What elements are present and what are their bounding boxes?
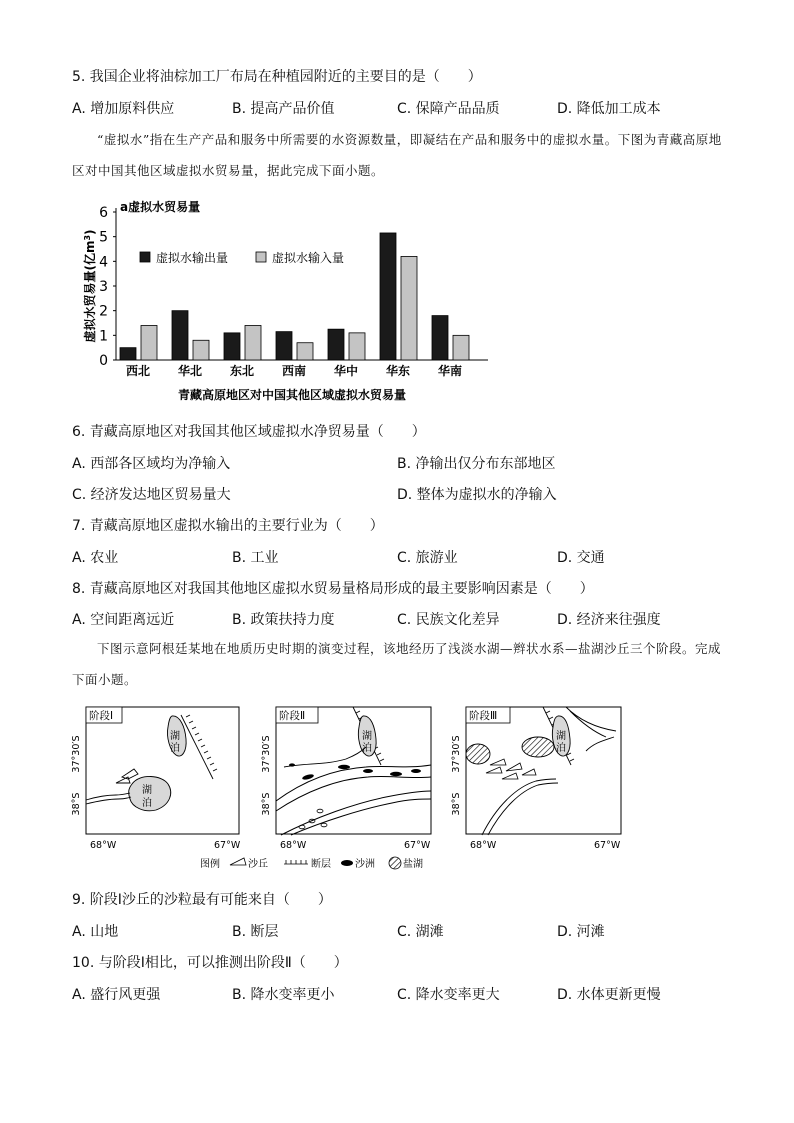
- bar-export-0: [120, 348, 136, 360]
- map-legend: [200, 857, 423, 870]
- small-lake-label-2: 泊: [362, 743, 372, 754]
- chart-title: a虚拟水贸易量: [120, 200, 201, 214]
- q10-option-a: A. 盛行风更强: [72, 987, 161, 1003]
- virtual-water-bar-chart: [82, 196, 502, 408]
- small-lake-label-1: 湖: [556, 731, 566, 742]
- q9-option-a: A. 山地: [72, 924, 119, 940]
- small-lake-label-2: 泊: [556, 743, 566, 754]
- lon-label-68w-panel1: 68°W: [90, 840, 117, 851]
- q10-option-c: C. 降水变率更大: [397, 987, 500, 1003]
- stage-2-label: 阶段Ⅱ: [279, 710, 306, 722]
- q8-option-d: D. 经济来往强度: [557, 612, 661, 628]
- lon-label-67w-panel3: 67°W: [594, 840, 621, 851]
- x-tick-label: 东北: [229, 364, 255, 378]
- legend-salt-lake-label: 盐湖: [403, 859, 423, 870]
- x-tick-label: 西南: [281, 364, 307, 378]
- salt-lake-icon: [389, 857, 401, 869]
- q7-option-b: B. 工业: [232, 550, 279, 566]
- lat-label-38-panel1: 38°S: [71, 792, 82, 816]
- x-tick-label: 华中: [333, 364, 359, 378]
- q10-option-b: B. 降水变率更小: [232, 987, 335, 1003]
- question-9-stem: 9. 阶段Ⅰ沙丘的沙粒最有可能来自（ ）: [72, 892, 332, 908]
- small-lake-label-1: 湖: [362, 731, 372, 742]
- y-tick-label: 5: [99, 229, 108, 246]
- bar-import-4: [349, 333, 365, 360]
- legend-dune-label: 沙丘: [248, 859, 268, 870]
- q6-option-a: A. 西部各区域均为净输入: [72, 456, 231, 472]
- question-7-stem: 7. 青藏高原地区虚拟水输出的主要行业为（ ）: [72, 518, 384, 534]
- x-tick-label: 华北: [177, 364, 203, 378]
- x-tick-label: 华东: [385, 364, 411, 378]
- map-panel-stage-2: [276, 707, 431, 835]
- x-tick-label: 西北: [125, 364, 151, 378]
- map-panel-stage-1: [86, 707, 239, 834]
- lon-label-68w-panel3: 68°W: [470, 840, 497, 851]
- small-lake-label-2: 泊: [170, 743, 180, 754]
- q6-option-c: C. 经济发达地区贸易量大: [72, 487, 231, 503]
- y-tick-label: 1: [99, 328, 108, 345]
- lon-label-67w-panel2: 67°W: [404, 840, 431, 851]
- q5-option-c: C. 保障产品品质: [397, 101, 500, 117]
- stage-3-label: 阶段Ⅲ: [469, 710, 498, 722]
- q9-option-c: C. 湖滩: [397, 924, 444, 940]
- lat-label-37-30-panel1: 37°30′S: [71, 735, 82, 773]
- dune-icon: [230, 858, 246, 865]
- bar-export-5: [380, 233, 396, 360]
- lat-label-38-panel2: 38°S: [261, 792, 272, 816]
- fault-icon: [284, 860, 308, 864]
- stage-1-label: 阶段Ⅰ: [89, 710, 114, 722]
- q9-option-b: B. 断层: [232, 924, 279, 940]
- bar-import-3: [297, 343, 313, 360]
- bar-import-5: [401, 256, 417, 360]
- q7-option-d: D. 交通: [557, 550, 605, 566]
- bar-export-1: [172, 311, 188, 360]
- legend-fault-label: 断层: [311, 859, 331, 870]
- bar-export-6: [432, 316, 448, 360]
- legend-label: 虚拟水输入量: [272, 251, 345, 265]
- y-tick-label: 6: [99, 205, 108, 221]
- x-tick-label: 华南: [437, 364, 463, 378]
- q10-option-d: D. 水体更新更慢: [557, 987, 661, 1003]
- y-tick-label: 4: [99, 254, 108, 271]
- bar-import-2: [245, 325, 261, 360]
- question-8-stem: 8. 青藏高原地区对我国其他地区虚拟水贸易量格局形成的最主要影响因素是（ ）: [72, 581, 594, 597]
- q9-option-d: D. 河滩: [557, 924, 605, 940]
- passage-argentina: 下图示意阿根廷某地在地质历史时期的演变过程，该地经历了浅淡水湖—辫状水系—盐湖沙丘三个阶段。完成下面小题。: [72, 641, 722, 687]
- small-lake-label-1: 湖: [170, 731, 180, 742]
- bar-export-3: [276, 332, 292, 360]
- y-tick-label: 2: [99, 303, 108, 320]
- lat-label-37-30-panel3: 37°30′S: [451, 735, 462, 773]
- big-lake-label-1: 湖: [142, 785, 152, 796]
- lon-label-68w-panel2: 68°W: [280, 840, 307, 851]
- big-lake-label-2: 泊: [142, 798, 152, 809]
- q5-option-a: A. 增加原料供应: [72, 101, 175, 117]
- stage-maps-figure: [64, 700, 634, 876]
- q5-option-b: B. 提高产品价值: [232, 101, 335, 117]
- lon-label-67w-panel1: 67°W: [214, 840, 241, 851]
- bar-import-6: [453, 335, 469, 360]
- passage-virtual-water: “虚拟水”指在生产产品和服务中所需要的水资源数量，即凝结在产品和服务中的虚拟水量。下图为青藏高原地区对中国其他区域虚拟水贸易量，据此完成下面小题。: [72, 132, 722, 178]
- bar-import-0: [141, 325, 157, 360]
- lat-label-37-30-panel2: 37°30′S: [261, 735, 272, 773]
- q8-option-a: A. 空间距离远近: [72, 612, 175, 628]
- legend-title: 图例: [200, 859, 220, 870]
- bar-import-1: [193, 340, 209, 360]
- legend-label: 虚拟水输出量: [156, 251, 229, 265]
- q7-option-c: C. 旅游业: [397, 550, 458, 566]
- legend-swatch: [140, 252, 150, 262]
- q7-option-a: A. 农业: [72, 550, 119, 566]
- map-panel-stage-3: [466, 707, 621, 835]
- y-tick-label: 0: [99, 353, 108, 369]
- question-6-stem: 6. 青藏高原地区对我国其他区域虚拟水净贸易量（ ）: [72, 424, 426, 440]
- legend-swatch: [256, 252, 266, 262]
- lat-label-38-panel3: 38°S: [451, 792, 462, 816]
- question-5-stem: 5. 我国企业将油棕加工厂布局在种植园附近的主要目的是（ ）: [72, 69, 482, 85]
- chart-caption: 青藏高原地区对中国其他区域虚拟水贸易量: [177, 388, 407, 402]
- legend-sandbar-label: 沙洲: [355, 859, 375, 870]
- y-axis-label: 虚拟水贸易量(亿$m^3$): [83, 229, 97, 343]
- q6-option-d: D. 整体为虚拟水的净输入: [397, 487, 557, 503]
- q6-option-b: B. 净输出仅分布东部地区: [397, 456, 556, 472]
- q5-option-d: D. 降低加工成本: [557, 101, 661, 117]
- salt-lake: [522, 737, 554, 757]
- sandbar-icon: [341, 860, 353, 866]
- q8-option-c: C. 民族文化差异: [397, 612, 500, 628]
- salt-lake: [466, 744, 490, 764]
- bar-export-2: [224, 333, 240, 360]
- question-10-stem: 10. 与阶段Ⅰ相比，可以推测出阶段Ⅱ（ ）: [72, 955, 348, 971]
- y-tick-label: 3: [99, 279, 108, 295]
- bar-export-4: [328, 329, 344, 360]
- q8-option-b: B. 政策扶持力度: [232, 612, 335, 628]
